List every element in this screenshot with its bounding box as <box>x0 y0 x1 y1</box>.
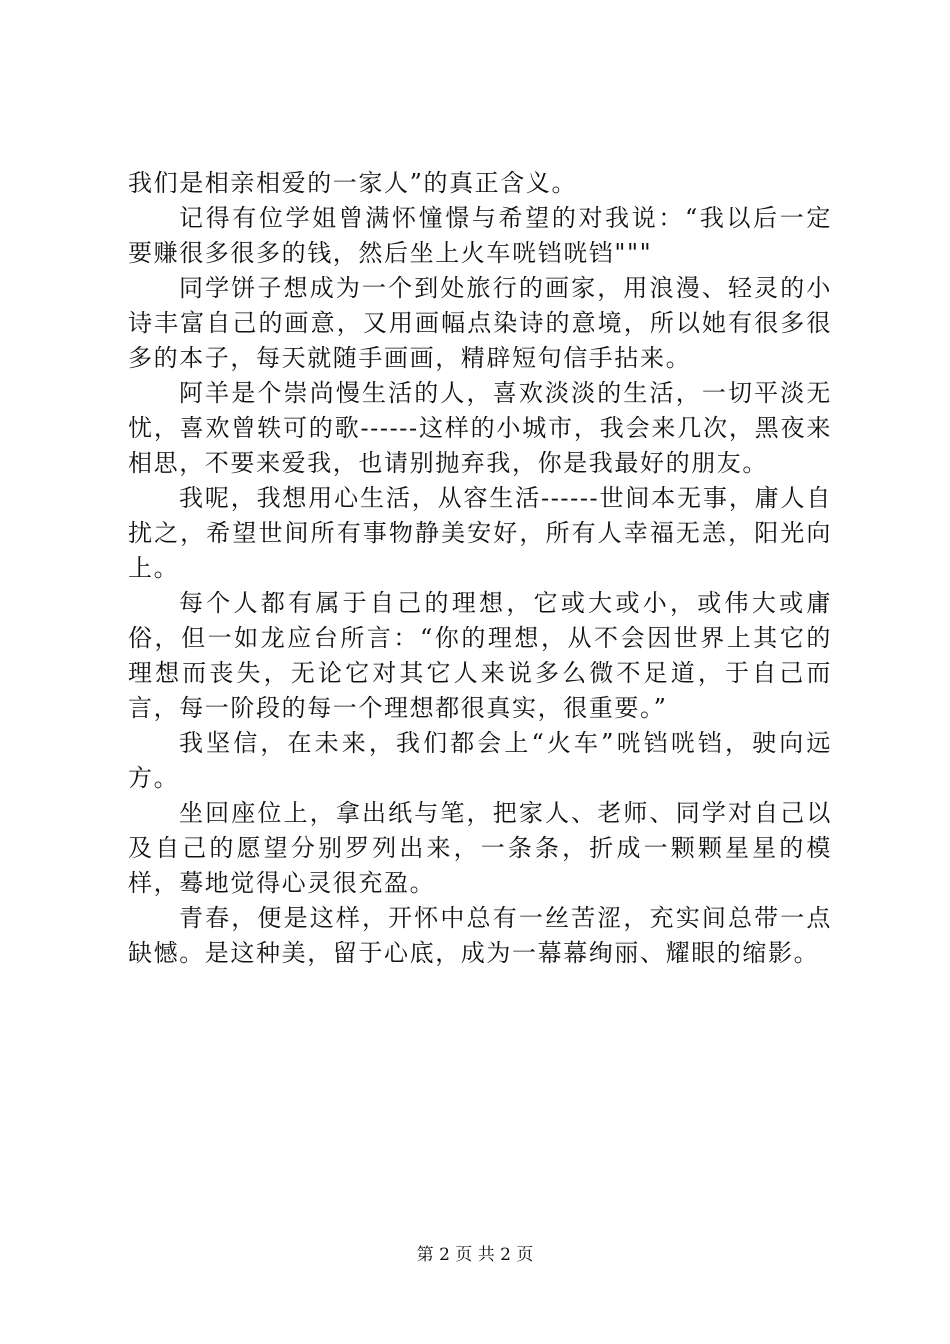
paragraph: 每个人都有属于自己的理想，它或大或小，或伟大或庸俗，但一如龙应台所言：“你的理想，从不会因世界上其它的理想而丧失，无论它对其它人来说多么微不足道，于自己而言，每一阶段的每一个理想都很真实，很重要。” <box>128 589 832 722</box>
document-body <box>128 166 832 971</box>
paragraph: 同学饼子想成为一个到处旅行的画家，用浪漫、轻灵的小诗丰富自己的画意，又用画幅点染诗的意境，所以她有很多很多的本子，每天就随手画画，精辟短句信手拈来。 <box>128 274 832 372</box>
paragraph: 记得有位学姐曾满怀憧憬与希望的对我说：“我以后一定要赚很多很多的钱，然后坐上火车咣铛咣铛""" <box>128 204 832 267</box>
paragraph: 我呢，我想用心生活，从容生活------世间本无事，庸人自扰之，希望世间所有事物静美安好，所有人幸福无恙，阳光向上。 <box>128 484 832 582</box>
paragraph: 坐回座位上，拿出纸与笔，把家人、老师、同学对自己以及自己的愿望分别罗列出来，一条条，折成一颗颗星星的模样，蓦地觉得心灵很充盈。 <box>128 799 832 897</box>
paragraph: 我们是相亲相爱的一家人”的真正含义。 <box>128 169 578 197</box>
paragraph: 我坚信，在未来，我们都会上“火车”咣铛咣铛，驶向远方。 <box>128 729 832 792</box>
paragraph: 青春，便是这样，开怀中总有一丝苦涩，充实间总带一点缺憾。是这种美，留于心底，成为一幕幕绚丽、耀眼的缩影。 <box>128 904 832 967</box>
paragraph: 阿羊是个崇尚慢生活的人，喜欢淡淡的生活，一切平淡无忧，喜欢曾轶可的歌------这样的小城市，我会来几次，黑夜来相思，不要来爱我，也请别抛弃我，你是我最好的朋友。 <box>128 379 832 477</box>
page-number-footer: 第 2 页 共 2 页 <box>416 1245 534 1265</box>
